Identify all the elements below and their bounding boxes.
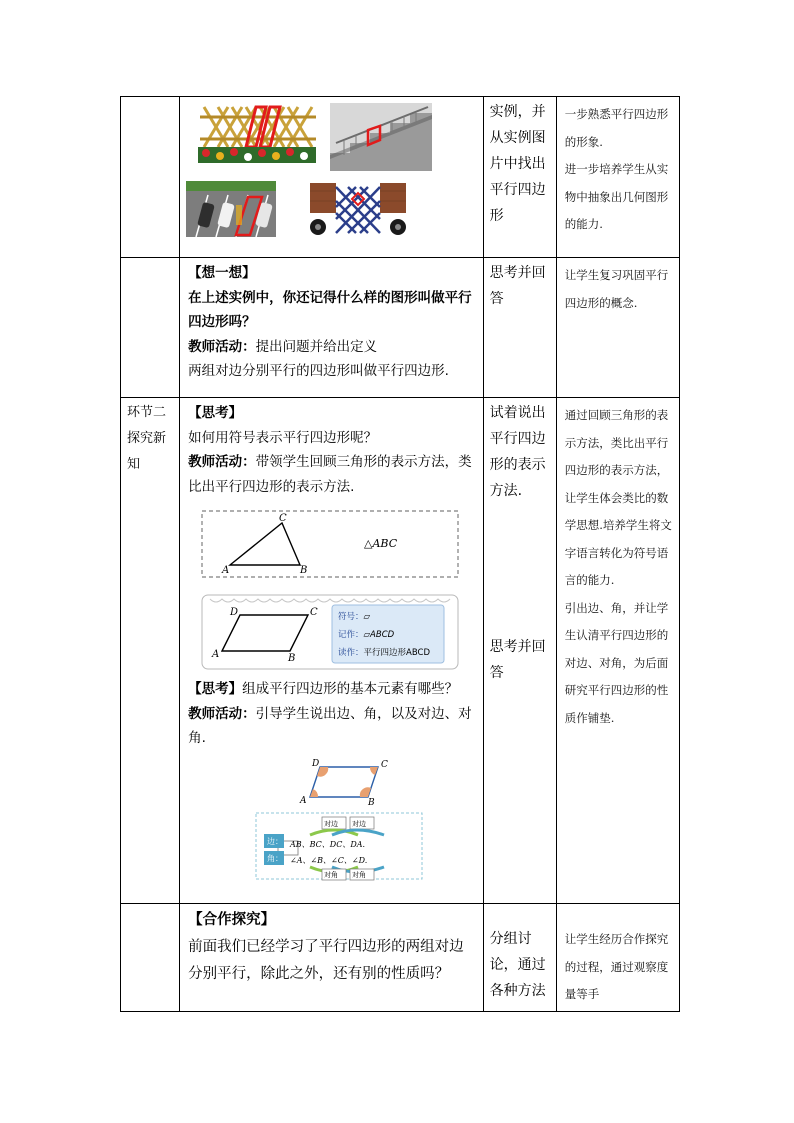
vertex-b-label: B bbox=[368, 797, 375, 805]
parking-lot-photo bbox=[186, 181, 276, 237]
student-activity-cell: 实例，并从实例图片中找出平行四边形 bbox=[483, 97, 556, 258]
opposite-angle-tag: 对角 bbox=[324, 870, 339, 879]
read-value: 平行四边形ABCD bbox=[363, 648, 431, 658]
stairs-photo bbox=[330, 103, 432, 171]
vertex-b-label: B bbox=[288, 653, 296, 664]
teacher-label: 教师活动： bbox=[188, 338, 256, 355]
parallelogram-angles-figure bbox=[296, 757, 396, 805]
question-2 bbox=[188, 677, 477, 702]
section-heading: 【思考】 bbox=[188, 681, 243, 697]
stage-cell-empty bbox=[121, 97, 180, 258]
vertex-c-label: C bbox=[381, 759, 388, 770]
vertex-a-label: A bbox=[222, 565, 230, 576]
section-heading: 【想一想】 bbox=[188, 265, 256, 281]
sides-label: 边： bbox=[267, 836, 284, 846]
design-intent-cell: 让学生经历合作探究的过程，通过观察度量等手 bbox=[556, 904, 679, 1012]
definition-text: 两组对边分别平行的四边形叫做平行四边形. bbox=[188, 363, 449, 379]
write-value: ▱ABCD bbox=[363, 630, 395, 640]
teacher-activity bbox=[188, 702, 477, 751]
stage-cell: 环节二探究新知 bbox=[121, 398, 180, 904]
table-row bbox=[121, 398, 680, 904]
teacher-activity bbox=[188, 450, 477, 499]
teacher-text: 带领学生回顾三角形的表示方法，类比出平行四边形的表示方法. bbox=[188, 454, 472, 495]
vertex-d-label: D bbox=[230, 607, 239, 618]
student-activity-cell: 思考并回答 bbox=[483, 258, 556, 398]
fence-photo bbox=[194, 103, 318, 165]
symbol-label: 符号： bbox=[338, 612, 364, 622]
elements-summary-figure bbox=[254, 811, 424, 883]
content-cell-cooperate bbox=[180, 904, 484, 1012]
stage-cell-empty bbox=[121, 258, 180, 398]
svg-text:符号：▱ bbox=[338, 611, 371, 622]
lesson-plan-table bbox=[120, 96, 680, 1012]
vertex-c-label: C bbox=[310, 607, 318, 618]
question-text: 组成平行四边形的基本元素有哪些？ bbox=[242, 681, 459, 697]
teacher-text: 提出问题并给出定义 bbox=[255, 338, 378, 355]
sides-list: AB、BC、DC、DA. bbox=[290, 839, 366, 849]
vertex-b-label: B bbox=[300, 565, 308, 576]
design-intent-cell: 通过回顾三角形的表示方法，类比出平行四边形的表示方法，让学生体会类比的数学思想.培养学生将文字语言转化为符号语言的能力. 引出边、角，并让学生认清平行四边形的对边、对角，为后面研究平行四边形的性质作铺垫. bbox=[556, 398, 679, 904]
folding-gate-photo bbox=[308, 179, 408, 241]
svg-text:记作：▱ABCD bbox=[338, 629, 395, 640]
write-label: 记作： bbox=[338, 630, 364, 640]
student-activity-2: 思考并回答 bbox=[489, 639, 546, 681]
symbol-value: ▱ bbox=[363, 612, 371, 622]
opposite-side-tag-2: 对边 bbox=[352, 819, 367, 828]
opposite-side-tag: 对边 bbox=[324, 819, 339, 828]
content-cell-think bbox=[180, 258, 484, 398]
teacher-label: 教师活动： bbox=[188, 454, 256, 470]
angles-label: 角： bbox=[267, 853, 284, 863]
read-label: 读作： bbox=[338, 648, 364, 658]
section-heading: 【合作探究】 bbox=[188, 912, 276, 928]
teacher-text: 引导学生说出边、角，以及对边、对角. bbox=[188, 705, 472, 746]
teacher-activity bbox=[188, 335, 477, 360]
parallelogram-notation-figure bbox=[200, 591, 462, 673]
triangle-notation: △ABC bbox=[364, 537, 398, 550]
section-heading: 【思考】 bbox=[188, 405, 243, 421]
design-intent-cell: 一步熟悉平行四边形的形象. 进一步培养学生从实物中抽象出几何图形的能力. bbox=[556, 97, 679, 258]
design-intent-cell: 让学生复习巩固平行四边形的概念. bbox=[556, 258, 679, 398]
table-row bbox=[121, 97, 680, 258]
student-activity-cell bbox=[483, 398, 556, 904]
question-text: 前面我们已经学习了平行四边形的两组对边分别平行，除此之外，还有别的性质吗？ bbox=[188, 939, 464, 982]
vertex-d-label: D bbox=[312, 758, 320, 769]
student-activity-cell: 分组讨论，通过各种方法 bbox=[483, 904, 556, 1012]
stage-cell-empty bbox=[121, 904, 180, 1012]
table-row bbox=[121, 258, 680, 398]
table-row bbox=[121, 904, 680, 1012]
question-text: 在上述实例中，你还记得什么样的图形叫做平行四边形吗？ bbox=[188, 289, 472, 330]
vertex-c-label: C bbox=[279, 513, 287, 524]
content-cell-explore bbox=[180, 398, 484, 904]
content-cell-pictures bbox=[180, 97, 484, 258]
svg-text:读作：平行四边形ABCD bbox=[338, 647, 430, 658]
teacher-label: 教师活动： bbox=[188, 705, 256, 722]
student-activity-1: 试着说出平行四边形的表示方法. bbox=[489, 405, 546, 499]
angles-list: ∠A、∠B、∠C、∠D. bbox=[290, 855, 368, 865]
question-text: 如何用符号表示平行四边形呢？ bbox=[188, 429, 378, 446]
vertex-a-label: A bbox=[212, 649, 220, 660]
triangle-notation-figure bbox=[200, 507, 462, 583]
vertex-a-label: A bbox=[300, 795, 307, 805]
opposite-angle-tag-2: 对角 bbox=[352, 870, 367, 879]
